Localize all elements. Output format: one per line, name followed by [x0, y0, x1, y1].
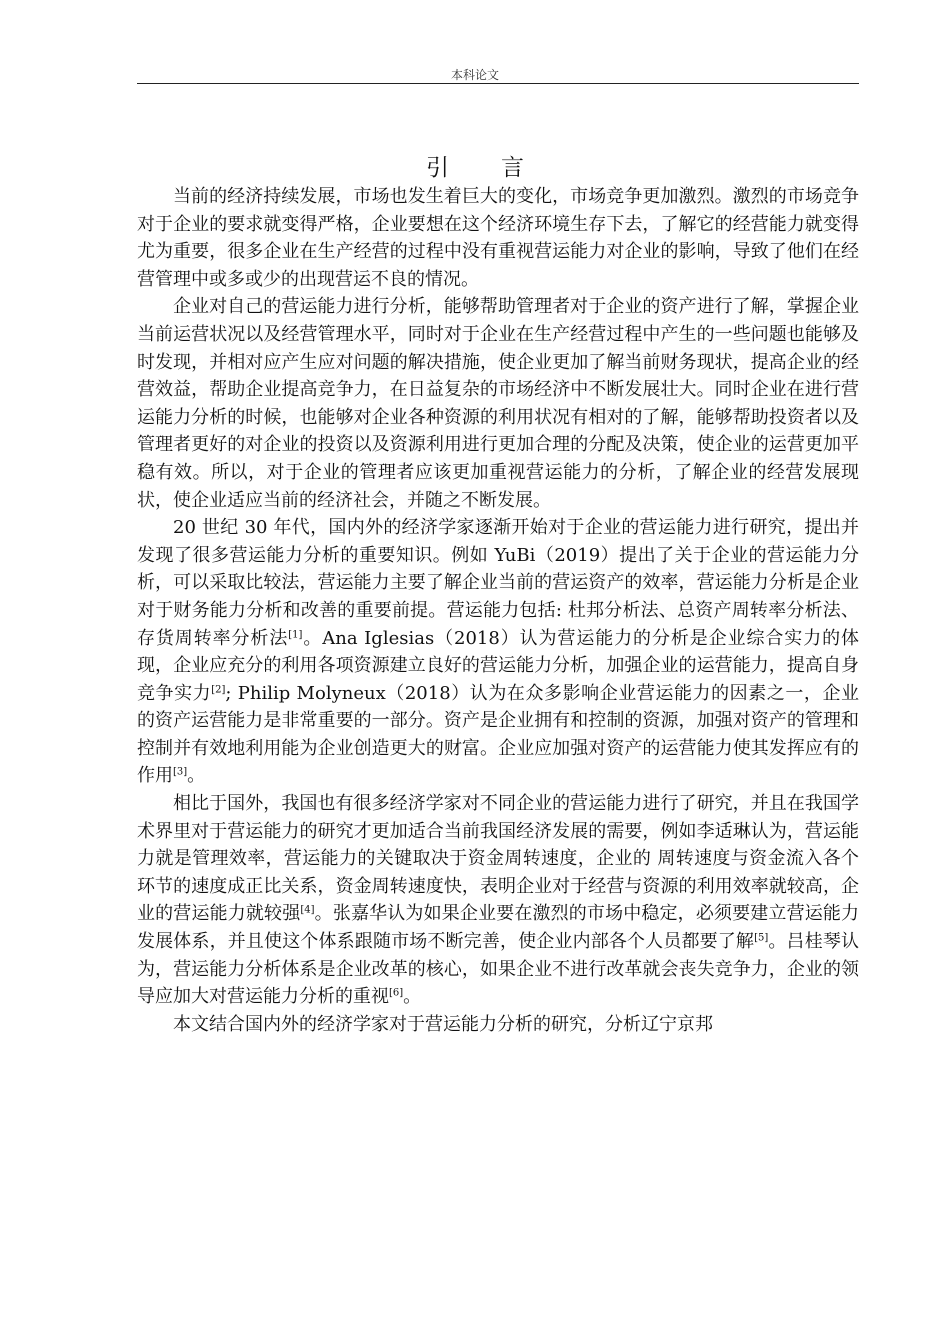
citation-ref: [4]	[300, 904, 315, 916]
paragraph-text: 。	[187, 765, 206, 787]
paragraph-text: 。张嘉华认为如果企业要在激烈的市场中稳定，必须要建立营运能力发展体系，并且使这个体系跟随市场不断完善，使企业内部各个人员都要了解	[137, 903, 860, 953]
paragraph-text: 相比于国外，我国也有很多经济学家对不同企业的营运能力进行了研究，并且在我国学术界里对于营运能力的研究才更加适合当前我国经济发展的需要，例如李适琳认为，营运能力就是管理效率，营运能力的关键取决于资金周转速度，企业的 周转速度与资金流入各个环节的速度成正比关系，资金周转速度快，表明企业对于经营与资源的利用效率就较高，企业的营运能力就较强	[137, 793, 859, 925]
paragraph-text: 。Ana Iglesias（2018）认为营运能力的分析是企业综合实力的体现，企业应充分的利用各项资源建立良好的营运能力分析，加强企业的运营能力，提高自身竞争实力	[137, 627, 860, 704]
citation-ref: [3]	[173, 766, 188, 778]
paragraph-text: ; Philip Molyneux（2018）认为在众多影响企业营运能力的因素之一，企业的资产运营能力是非常重要的一部分。资产是企业拥有和控制的资源，加强对资产的管理和控制并有效地利用能为企业创造更大的财富。企业应加强对资产的运营能力使其发挥应有的作用	[137, 682, 859, 787]
paragraph	[137, 1011, 859, 1039]
paragraph-text: 本文结合国内外的经济学家对于营运能力分析的研究，分析辽宁京邦	[173, 1013, 713, 1035]
body-text	[137, 183, 859, 1038]
paragraph-text: 。	[403, 986, 422, 1008]
paragraph	[137, 293, 859, 514]
header-rule	[137, 83, 859, 84]
section-title: 引言	[426, 155, 576, 181]
paragraph	[137, 183, 859, 293]
citation-ref: [2]	[211, 684, 226, 696]
citation-ref: [1]	[288, 629, 303, 640]
citation-ref: [5]	[754, 932, 769, 944]
paragraph-text: 20 世纪 30 年代，国内外的经济学家逐渐开始对于企业的营运能力进行研究，提出并发现了很多营运能力分析的重要知识。例如 YuBi（2019）提出了关于企业的营运能力分析，可以采取比较法，营运能力主要了解企业当前的营运资产的效率，营运能力分析是企业对于财务能力分析和改善的重要前提。营运能力包括: 杜邦分析法、总资产周转率分析法、存货周转率分析法	[137, 517, 859, 649]
paragraph	[137, 514, 859, 790]
paragraph-text: 。吕桂琴认为，营运能力分析体系是企业改革的核心，如果企业不进行改革就会丧失竞争力，企业的领导应加大对营运能力分析的重视	[137, 931, 859, 1008]
paragraph-text: 当前的经济持续发展，市场也发生着巨大的变化，市场竞争更加激烈。激烈的市场竞争对于企业的要求就变得严格，企业要想在这个经济环境生存下去，了解它的经营能力就变得尤为重要，很多企业在生产经营的过程中没有重视营运能力对企业的影响，导致了他们在经营管理中或多或少的出现营运不良的情况。	[137, 186, 859, 290]
paragraph-text: 企业对自己的营运能力进行分析，能够帮助管理者对于企业的资产进行了解，掌握企业当前运营状况以及经营管理水平，同时对于企业在生产经营过程中产生的一些问题也能够及时发现，并相对应产生应对问题的解决措施，使企业更加了解当前财务现状，提高企业的经营效益，帮助企业提高竞争力，在日益复杂的市场经济中不断发展壮大。同时企业在进行营运能力分析的时候，也能够对企业各种资源的利用状况有相对的了解，能够帮助投资者以及管理者更好的对企业的投资以及资源利用进行更加合理的分配及决策，使企业的运营更加平稳有效。所以，对于企业的管理者应该更加重视营运能力的分析，了解企业的经营发展现状，使企业适应当前的经济社会，并随之不断发展。	[137, 296, 859, 511]
paragraph	[137, 790, 859, 1011]
page-header: 本科论文	[450, 68, 499, 82]
citation-ref: [6]	[389, 987, 404, 999]
